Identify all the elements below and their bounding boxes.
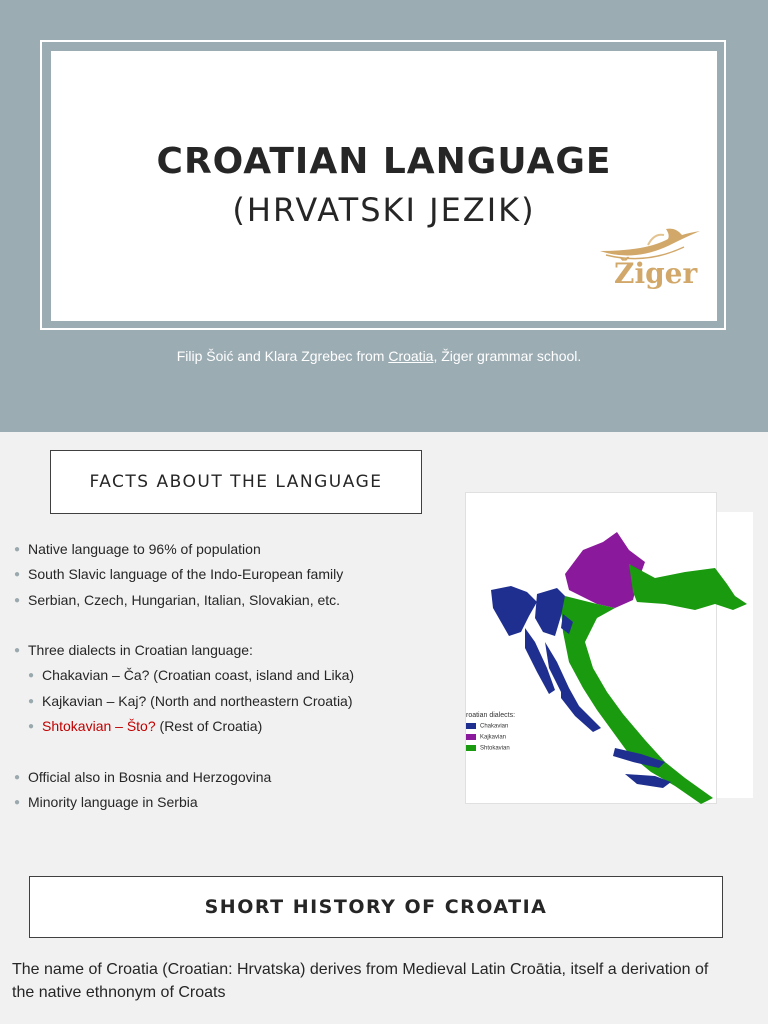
ziger-logo bbox=[596, 221, 706, 301]
kajkavian-swatch bbox=[466, 734, 476, 740]
list-item: ● Minority language in Serbia bbox=[14, 790, 454, 815]
bullet-icon: ● bbox=[14, 771, 21, 783]
list-item: ● Three dialects in Croatian language: bbox=[14, 638, 454, 663]
logo-text: Žiger bbox=[614, 257, 698, 290]
bullet-icon: ● bbox=[28, 695, 35, 707]
chakavian-region-coast bbox=[535, 588, 565, 636]
list-subitem: ● Shtokavian – Što? (Rest of Croatia) bbox=[14, 714, 454, 739]
shtokavian-region-south bbox=[561, 596, 713, 804]
list-item: ● Official also in Bosnia and Herzogovina bbox=[14, 765, 454, 790]
history-slide bbox=[0, 864, 768, 1024]
list-spacer bbox=[14, 739, 454, 764]
bullet-icon: ● bbox=[28, 721, 35, 733]
facts-heading: FACTS ABOUT THE LANGUAGE bbox=[50, 450, 422, 514]
shtokavian-swatch bbox=[466, 745, 476, 751]
authors-line bbox=[0, 348, 758, 364]
bullet-icon: ● bbox=[14, 594, 21, 606]
authors-school: , Žiger grammar school. bbox=[433, 348, 582, 364]
slide-title: CROATIAN LANGUAGE bbox=[156, 141, 612, 182]
chakavian-region-istria bbox=[491, 586, 537, 636]
croatia-link[interactable]: Croatia bbox=[388, 348, 434, 364]
title-slide bbox=[0, 0, 768, 432]
shtokavian-highlight: Shtokavian – Što? bbox=[42, 718, 156, 735]
list-item: ● South Slavic language of the Indo-European family bbox=[14, 562, 454, 587]
list-item: ● Native language to 96% of population bbox=[14, 537, 454, 562]
chakavian-swatch bbox=[466, 723, 476, 729]
legend-item-chakavian: Chakavian bbox=[466, 723, 508, 730]
list-spacer bbox=[14, 613, 454, 638]
bullet-icon: ● bbox=[14, 645, 21, 657]
croatia-dialect-map bbox=[465, 492, 755, 804]
list-subitem: ● Kajkavian – Kaj? (North and northeastern Croatia) bbox=[14, 689, 454, 714]
bullet-icon: ● bbox=[14, 796, 21, 808]
list-subitem: ● Chakavian – Ča? (Croatian coast, island and Lika) bbox=[14, 663, 454, 688]
history-heading: SHORT HISTORY OF CROATIA bbox=[29, 876, 723, 938]
facts-bullet-list bbox=[14, 537, 454, 815]
legend-item-kajkavian: Kajkavian bbox=[466, 734, 506, 741]
shtokavian-region-east bbox=[629, 564, 747, 610]
legend-title: roatian dialects: bbox=[466, 712, 516, 719]
legend-item-shtokavian: Shtokavian bbox=[466, 745, 510, 752]
authors-text: Filip Šoić and Klara Zgrebec from bbox=[176, 348, 389, 364]
slide-subtitle: (HRVATSKI JEZIK) bbox=[232, 191, 536, 229]
facts-slide bbox=[0, 432, 768, 864]
bullet-icon: ● bbox=[14, 544, 21, 555]
title-box bbox=[51, 51, 717, 321]
history-paragraph: The name of Croatia (Croatian: Hrvatska) derives from Medieval Latin Croātia, itself a derivation of the native ethnonym of Croats bbox=[12, 961, 709, 1001]
list-item: ● Serbian, Czech, Hungarian, Italian, Slovakian, etc. bbox=[14, 588, 454, 613]
bullet-icon: ● bbox=[14, 569, 21, 581]
bullet-icon: ● bbox=[28, 670, 35, 682]
